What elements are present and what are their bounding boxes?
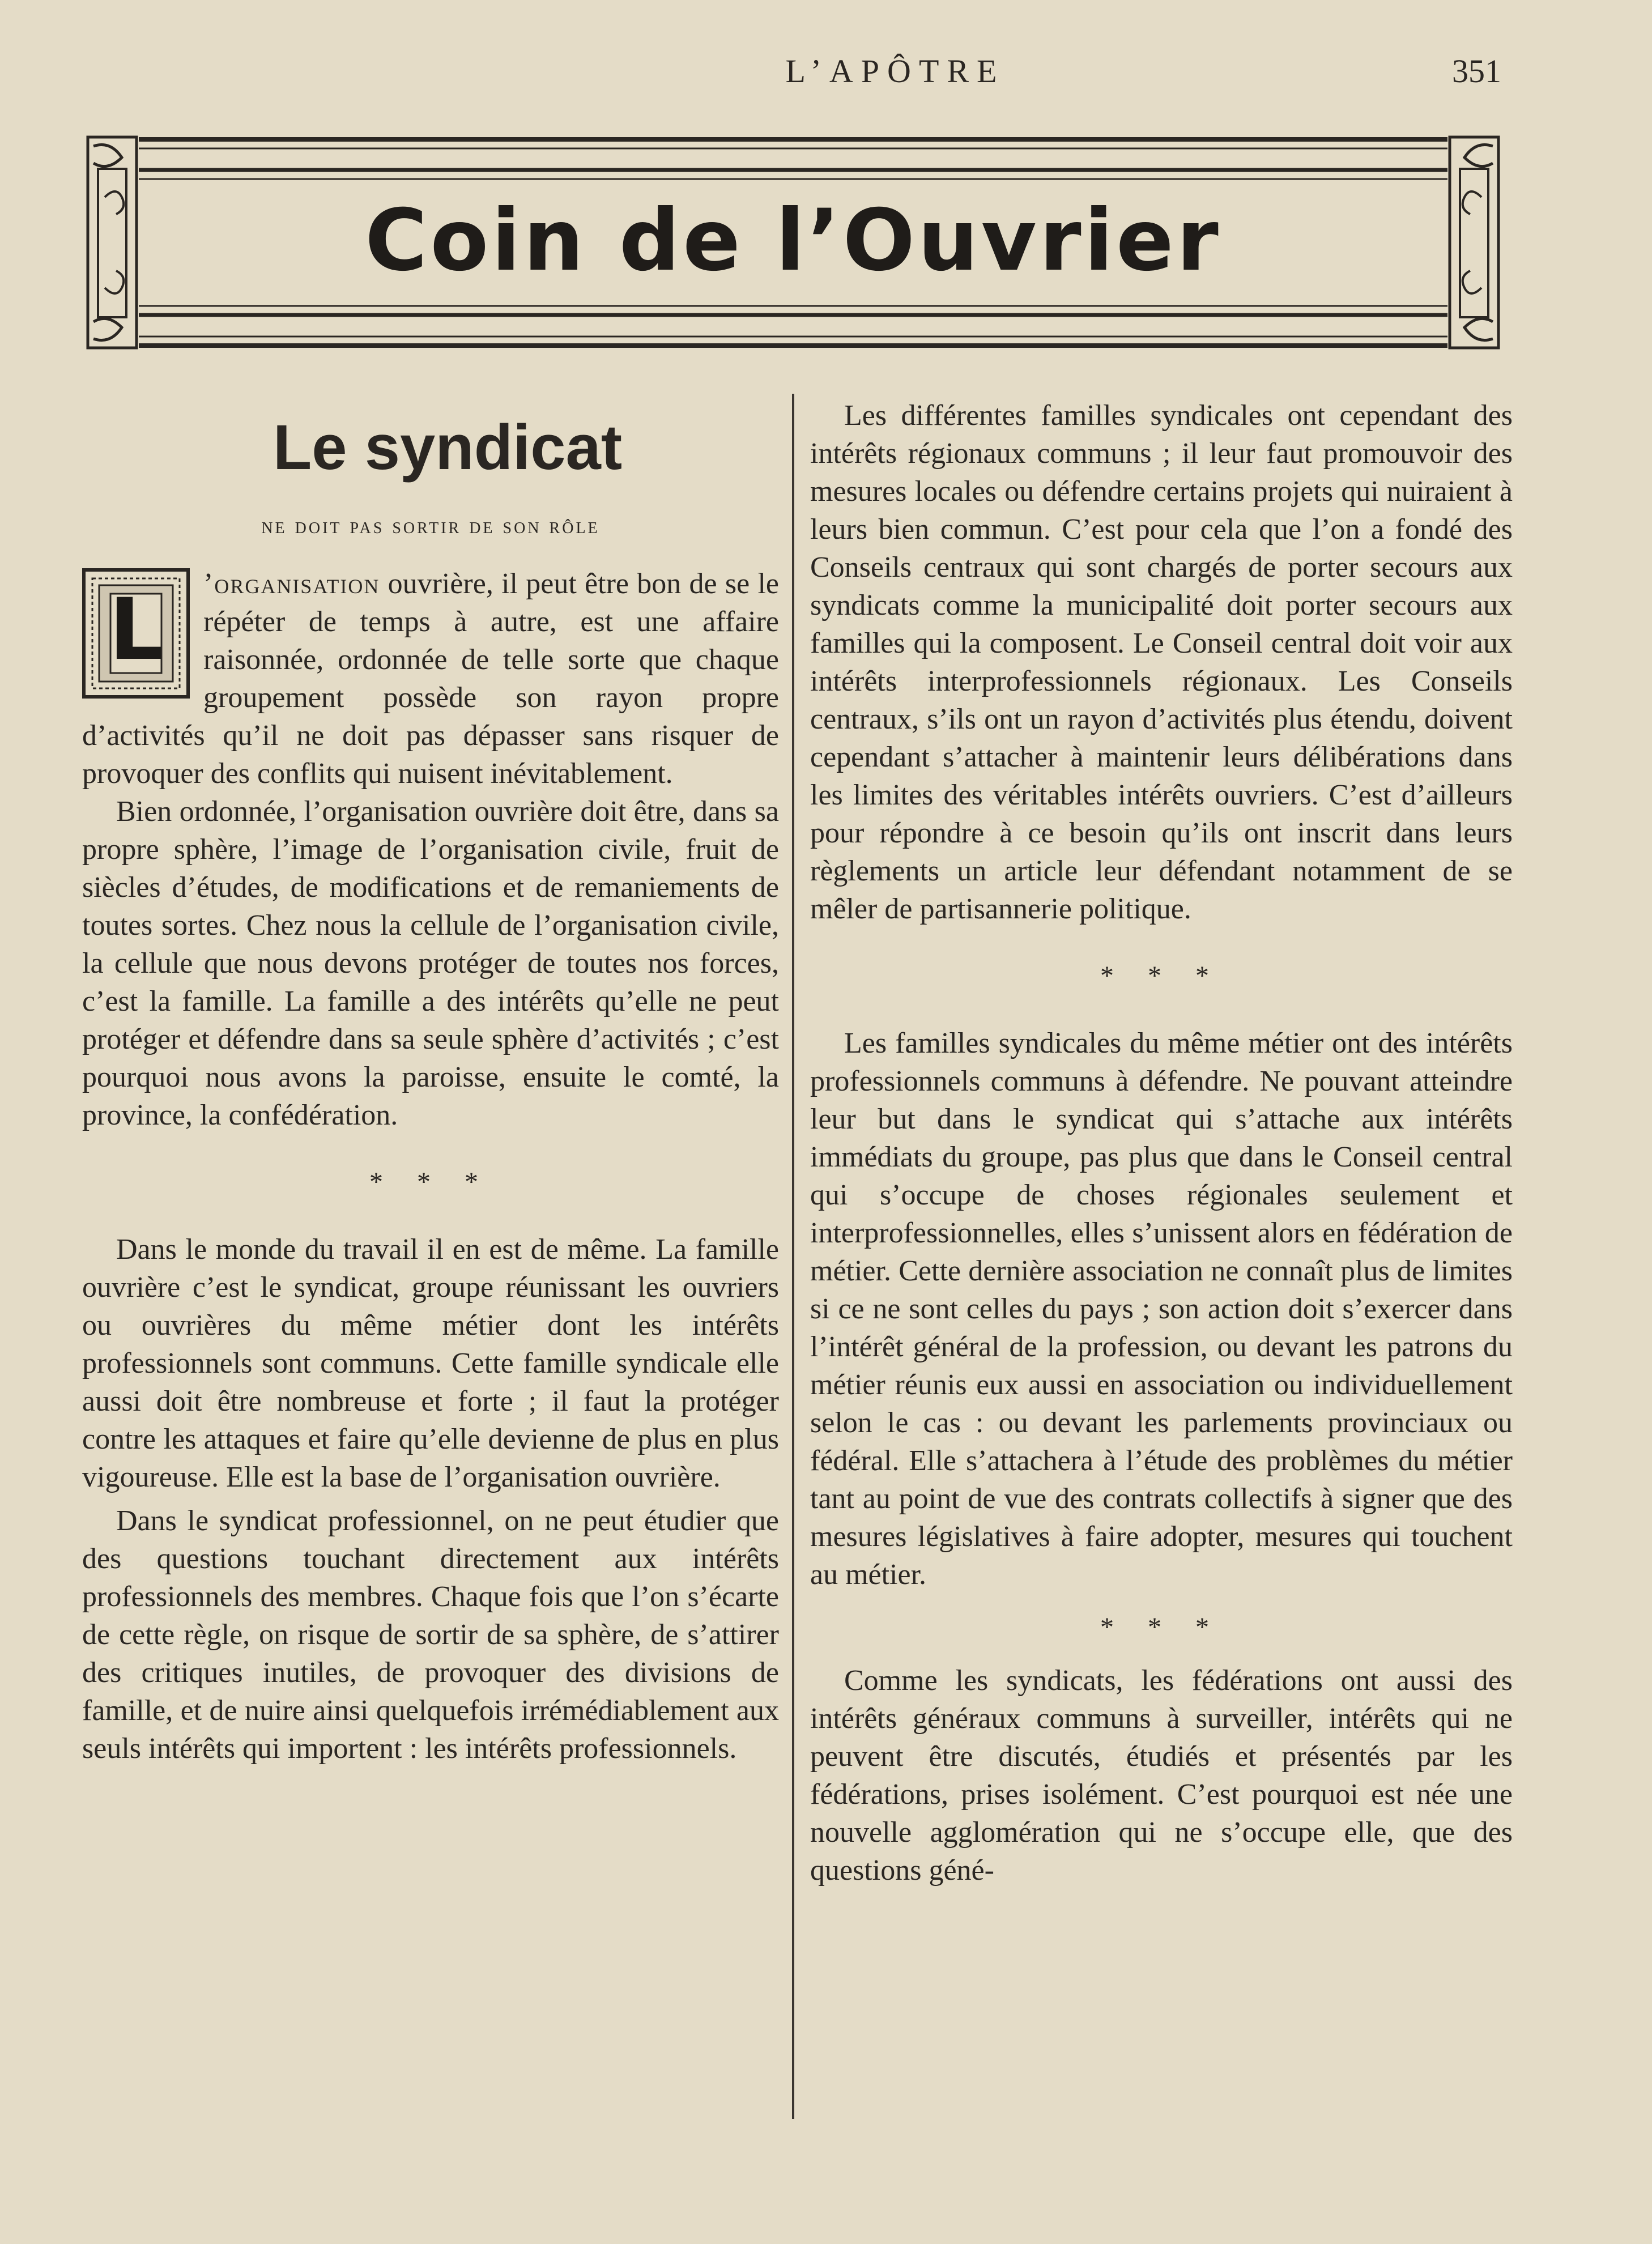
section-separator-2: * * * — [1100, 961, 1223, 991]
journal-name: L’APÔTRE — [785, 53, 1005, 90]
article-subtitle: ne doit pas sortir de son rôle — [261, 513, 600, 538]
article-title: Le syndicat — [273, 412, 623, 483]
paragraph-7: Comme les syndicats, les fédérations ont aussi des intérêts généraux communs à surveiller, intérêts qui ne peuvent être discutés, étudiés et présentés par les fédérations, prises isolément. C’est pourquoi est née une nouvelle agglomération qui ne s’occupe elle, que des questions géné- — [810, 1664, 1513, 1887]
running-head — [85, 52, 1501, 97]
column-divider — [792, 394, 794, 2119]
paragraph-1-text: ouvrière, il peut être bon de se le répéter de temps à autre, est une affaire raisonnée, ordonnée de telle sorte que chaque groupement possède son rayon propre d’activités qu’il ne doit pas dépasser sans risquer de provoquer des conflits qui nuisent inévitablement. — [82, 568, 779, 790]
paragraph-3: Dans le monde du travail il en est de même. La famille ouvrière c’est le syndicat, groupe réunissant les ouvriers ou ouvrières du même métier dont les intérêts professionnels sont communs. Cette famille syndicale elle aussi doit être nombreuse et forte ; il faut la protéger contre les attaques et faire qu’elle devienne de plus en plus vigoureuse. Elle est la base de l’organisation ouvrière. — [82, 1233, 779, 1493]
section-title: Coin de l’Ouvrier — [365, 191, 1221, 290]
right-column — [810, 397, 1513, 1889]
drop-cap-letter: L — [109, 581, 163, 679]
left-column — [82, 397, 779, 1768]
paragraph-5: Les différentes familles syndicales ont cependant des intérêts régionaux communs ; il leur faut promouvoir des mesures locales ou défendre certains projets qui nuiraient à leurs bien commun. C’est pour cela que l’on a fondé des Conseils centraux qui sont chargés de porter secours aux syndicats comme la municipalité doit porter secours aux familles qui la composent. Le Conseil central doit voir aux intérêts interprofessionnels régionaux. Les Conseils centraux, s’ils ont un rayon d’activités plus étendu, doivent cependant s’attacher à maintenir leurs délibérations dans les limites des véritables intérêts ouvriers. C’est d’ailleurs pour répondre à ce besoin qu’ils ont inscrit dans leurs règlements un article leur défendant notamment de se mêler de partisannerie politique. — [810, 399, 1513, 925]
section-separator-1: * * * — [369, 1167, 492, 1197]
page-number: 351 — [1452, 53, 1501, 90]
opening-paragraph-block — [82, 565, 779, 793]
paragraph-4: Dans le syndicat professionnel, on ne peut étudier que des questions touchant directement aux intérêts professionnels des membres. Chaque fois que l’on s’écarte de cette règle, on risque de sortir de sa sphère, de s’attirer des critiques inutiles, de provoquer des divisions de famille, et de nuire ainsi quelquefois irrémédiablement aux seuls intérêts qui importent : les intérêts professionnels. — [82, 1505, 779, 1765]
section-banner — [82, 135, 1504, 361]
paragraph-2: Bien ordonnée, l’organisation ouvrière doit être, dans sa propre sphère, l’image de l’organisation civile, fruit de siècles d’études, de modifications et de remaniements de toutes sortes. Chez nous la cellule de l’organisation civile, la cellule que nous devons protéger de toutes nos forces, c’est la famille. La famille a des intérêts qu’elle ne peut protéger et défendre dans sa seule sphère d’activités ; c’est pourquoi nous avons la paroisse, ensuite le comté, la province, la confédération. — [82, 795, 779, 1131]
section-separator-3: * * * — [1100, 1612, 1223, 1642]
lead-small-caps: ’organisation — [203, 568, 380, 600]
paragraph-6: Les familles syndicales du même métier ont des intérêts professionnels communs à défendre. Ne pouvant atteindre leur but dans le syndicat qui s’attache aux intérêts immédiats du groupe, pas plus que dans le Conseil central qui s’occupe de choses régionales seulement et interprofessionnelles, elles s’unissent alors en fédération de métier. Cette dernière association ne connaît plus de limites si ce ne sont celles du pays ; son action doit s’exercer dans l’intérêt général de la profession, ou devant les patrons du métier réunis eux aussi en association ou individuellement selon le cas : ou devant les parlements provinciaux ou fédéral. Elle s’attachera à l’étude des problèmes du métier tant au point de vue des contrats collectifs à signer que des mesures législatives à faire adopter, mesures qui touchent au métier. — [810, 1027, 1513, 1591]
drop-cap — [82, 568, 190, 699]
